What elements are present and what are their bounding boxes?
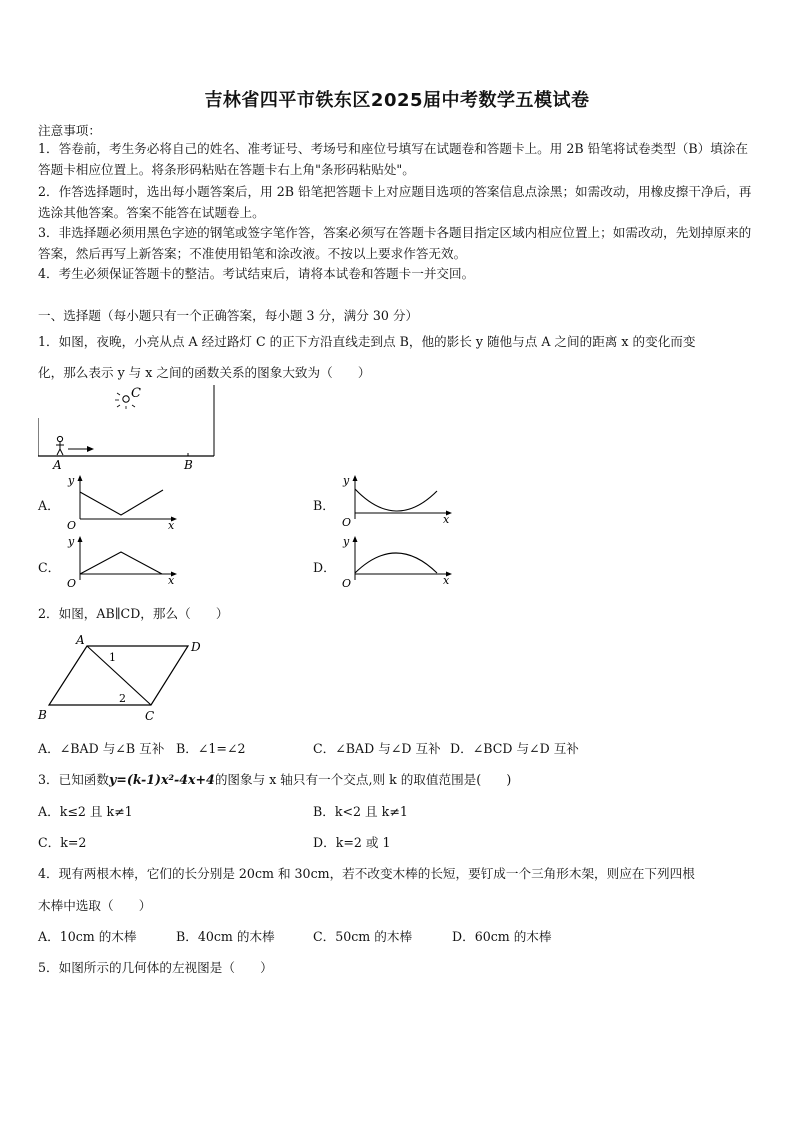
- svg-text:x: x: [168, 519, 175, 530]
- notice-item-1: 1．答卷前，考生务必将自己的姓名、准考证号、考场号和座位号填写在试题卷和答题卡上。用 2B 铅笔将试卷类型（B）填涂在答题卡相应位置上。将条形码粘贴在答题卡右上角"条形码粘贴处"。: [38, 141, 749, 177]
- q3-stem-post: 的图象与 x 轴只有一个交点,则 k 的取值范围是( ): [214, 772, 512, 787]
- notice-item-4: 4．考生必须保证答题卡的整洁。考试结束后，请将本试卷和答题卡一并交回。: [38, 266, 475, 281]
- notice-item-3: 3．非选择题必须用黑色字迹的钢笔或签字笔作答，答案必须写在答题卡各题目指定区域内相应位置上；如需改动，先划掉原来的答案，然后再写上新答案；不准使用铅笔和涂改液。不按以上要求作答无效。: [38, 225, 752, 261]
- svg-text:y: y: [68, 474, 75, 487]
- q2-option-c: C．∠BAD 与∠D 互补: [313, 741, 441, 756]
- q1-stem-line1: 1．如图，夜晚，小亮从点 A 经过路灯 C 的正下方沿直线走到点 B，他的影长 y 随他与点 A 之间的距离 x 的变化而变: [38, 334, 696, 349]
- label-c: C: [131, 386, 141, 401]
- q5-stem: 5．如图所示的几何体的左视图是（ ）: [38, 960, 273, 975]
- svg-text:A: A: [76, 633, 85, 647]
- label-a: A: [53, 458, 62, 472]
- svg-text:y: y: [68, 535, 75, 548]
- svg-text:O: O: [67, 577, 77, 590]
- q3-stem-pre: 3．已知函数: [38, 772, 109, 787]
- q2-stem: 2．如图，AB∥CD，那么（ ）: [38, 606, 229, 621]
- q1-stem-line2: 化，那么表示 y 与 x 之间的函数关系的图象大致为（ ）: [38, 365, 371, 380]
- q1-graph-a: [62, 472, 182, 530]
- svg-text:C: C: [145, 709, 155, 723]
- svg-text:x: x: [443, 513, 450, 526]
- q1-option-a-label: A．: [38, 498, 60, 513]
- svg-text:y: y: [343, 474, 350, 487]
- q3-stem: [38, 769, 511, 788]
- svg-text:O: O: [67, 519, 77, 530]
- svg-text:D: D: [191, 640, 201, 654]
- q1-graph-c: [62, 533, 182, 591]
- q1-option-c-label: C．: [38, 560, 61, 575]
- q1-graph-d: [337, 533, 457, 591]
- q3-option-c: C．k=2: [38, 835, 87, 850]
- notice-heading: 注意事项：: [38, 123, 101, 138]
- person-icon: [56, 436, 64, 455]
- q4-stem-line2: 木棒中选取（ ）: [38, 898, 152, 913]
- q1-option-b-label: B．: [313, 498, 335, 513]
- q3-option-a: A．k≤2 且 k≠1: [38, 804, 133, 819]
- q3-option-d: D．k=2 或 1: [313, 835, 391, 850]
- svg-text:O: O: [342, 577, 352, 590]
- svg-text:y: y: [343, 535, 350, 548]
- q2-figure-parallelogram: [36, 633, 212, 725]
- q3-formula: y=(k-1)x²-4x+4: [108, 772, 215, 787]
- q4-option-c: C．50cm 的木棒: [313, 929, 413, 944]
- notice-item-2: 2．作答选择题时，选出每小题答案后，用 2B 铅笔把答题卡上对应题目选项的答案信息点涂黑；如需改动，用橡皮擦干净后，再选涂其他答案。答案不能答在试题卷上。: [38, 184, 752, 220]
- svg-text:O: O: [342, 516, 352, 529]
- q4-option-a: A．10cm 的木棒: [38, 929, 137, 944]
- q1-option-d-label: D．: [313, 560, 336, 575]
- q4-stem-line1: 4．现有两根木棒，它们的长分别是 20cm 和 30cm，若不改变木棒的长短，要钉成一个三角形木架，则应在下列四根: [38, 866, 695, 881]
- q4-option-d: D．60cm 的木棒: [452, 929, 552, 944]
- q3-option-b: B．k<2 且 k≠1: [313, 804, 408, 819]
- svg-text:x: x: [443, 574, 450, 587]
- page-title: 吉林省四平市铁东区2025届中考数学五模试卷: [204, 90, 590, 111]
- arrow-head-icon: [87, 446, 94, 452]
- q2-option-b: B．∠1=∠2: [176, 741, 246, 756]
- section-heading: 一、选择题（每小题只有一个正确答案，每小题 3 分，满分 30 分）: [38, 308, 419, 323]
- q1-graph-b: [337, 472, 457, 530]
- q4-option-b: B．40cm 的木棒: [176, 929, 275, 944]
- q1-figure-street: [38, 385, 218, 473]
- svg-text:2: 2: [119, 692, 126, 705]
- svg-text:x: x: [168, 574, 175, 587]
- q2-option-d: D．∠BCD 与∠D 互补: [450, 741, 579, 756]
- svg-text:B: B: [38, 708, 47, 722]
- label-b: B: [184, 458, 193, 472]
- q2-option-a: A．∠BAD 与∠B 互补: [38, 741, 165, 756]
- svg-text:1: 1: [109, 651, 116, 664]
